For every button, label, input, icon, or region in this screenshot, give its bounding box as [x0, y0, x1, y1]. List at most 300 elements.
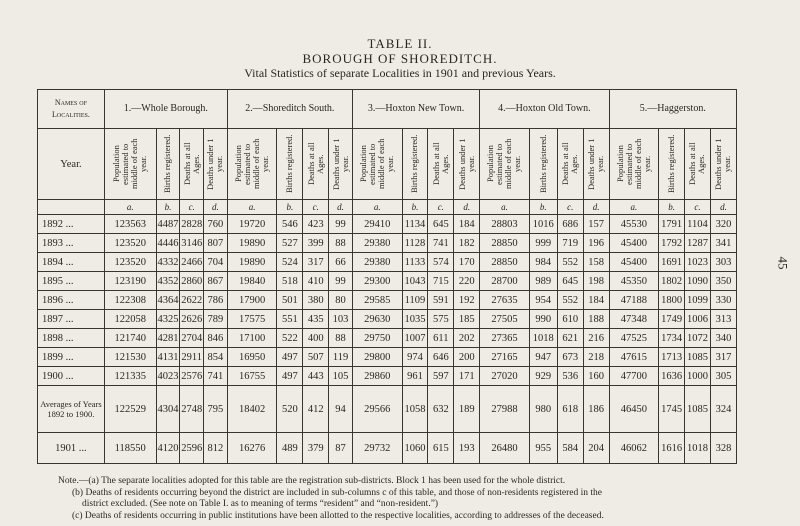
- group-header-haggerston: 5.—Haggerston.: [609, 90, 736, 129]
- table-cell: 45400: [609, 234, 659, 253]
- subcol-header: [227, 129, 277, 200]
- table-cell: 646: [428, 348, 454, 367]
- table-row: [38, 348, 737, 367]
- table-cell: 17100: [227, 329, 277, 348]
- table-cell: 4304: [156, 386, 180, 433]
- table-cell: 196: [583, 234, 609, 253]
- subcol-header-text: Deaths under 1 year.: [205, 138, 225, 190]
- table-cell: 867: [204, 272, 228, 291]
- table-cell: 185: [454, 310, 480, 329]
- table-cell: 399: [303, 234, 329, 253]
- table-cell: 29300: [352, 272, 402, 291]
- letters-blank: [38, 200, 105, 215]
- table-cell: 171: [454, 367, 480, 386]
- subcol-header-text: Deaths at all Ages.: [305, 142, 325, 186]
- table-cell: 29630: [352, 310, 402, 329]
- table-cell: 200: [454, 348, 480, 367]
- table-cell: 99: [329, 215, 353, 234]
- table-notes: [58, 476, 788, 522]
- table-cell: 591: [428, 291, 454, 310]
- table-cell: 507: [303, 348, 329, 367]
- group-header-hoxton-old-town: 4.—Hoxton Old Town.: [480, 90, 609, 129]
- table-row: [38, 367, 737, 386]
- subcol-header: [685, 129, 711, 200]
- table-cell: 615: [428, 433, 454, 464]
- table-cell: 324: [710, 386, 736, 433]
- table-cell: 47700: [609, 367, 659, 386]
- table-cell: 524: [277, 253, 303, 272]
- table-cell: 1133: [402, 253, 428, 272]
- subcol-letter: b.: [659, 200, 685, 215]
- table-cell: 1035: [402, 310, 428, 329]
- table-cell: 350: [710, 272, 736, 291]
- table-row: [38, 234, 737, 253]
- table-cell: 29380: [352, 234, 402, 253]
- table-cell: 1734: [659, 329, 685, 348]
- table-cell: 29800: [352, 348, 402, 367]
- table-cell: 1023: [685, 253, 711, 272]
- subcol-letter: c.: [303, 200, 329, 215]
- table-cell: 189: [454, 386, 480, 433]
- subcol-header-text: Deaths at all Ages.: [560, 142, 580, 186]
- table-cell: 341: [710, 234, 736, 253]
- table-cell: 1691: [659, 253, 685, 272]
- subcol-header: [529, 129, 557, 200]
- table-cell: 1099: [685, 291, 711, 310]
- table-cell: 611: [428, 329, 454, 348]
- table-cell: 1007: [402, 329, 428, 348]
- table-cell: 990: [529, 310, 557, 329]
- subcol-letter: c.: [557, 200, 583, 215]
- subcol-header-text: Population estimated to middle of each year.: [614, 138, 652, 190]
- table-cell: 518: [277, 272, 303, 291]
- table-cell: 786: [204, 291, 228, 310]
- table-cell: 645: [557, 272, 583, 291]
- subcol-header-text: Population estimated to middle of each year.: [358, 138, 396, 190]
- table-cell: 123520: [104, 253, 156, 272]
- table-cell: 122308: [104, 291, 156, 310]
- table-cell: 1043: [402, 272, 428, 291]
- subcol-header: [609, 129, 659, 200]
- subcol-header-text: Population estimated to middle of each year.: [485, 138, 523, 190]
- subcol-header: [659, 129, 685, 200]
- table-cell: 1800: [659, 291, 685, 310]
- table-cell: 610: [557, 310, 583, 329]
- table-cell: 157: [583, 215, 609, 234]
- table-cell: 2576: [180, 367, 204, 386]
- subcol-header: [204, 129, 228, 200]
- table-cell: 27505: [480, 310, 530, 329]
- subcol-letter: b.: [402, 200, 428, 215]
- subcol-header-text: Population estimated to middle of each year.: [111, 138, 149, 190]
- subcol-header: [329, 129, 353, 200]
- table-cell: 29566: [352, 386, 402, 433]
- table-cell: 597: [428, 367, 454, 386]
- row-label: 1895 ...: [38, 272, 105, 291]
- table-cell: 1090: [685, 272, 711, 291]
- table-cell: 4352: [156, 272, 180, 291]
- subcol-letter: c.: [685, 200, 711, 215]
- table-cell: 575: [428, 310, 454, 329]
- subcol-header: [303, 129, 329, 200]
- table-cell: 1616: [659, 433, 685, 464]
- subcol-header-text: Births registered.: [537, 134, 548, 194]
- subcol-letter: c.: [180, 200, 204, 215]
- group-header-whole-borough: 1.—Whole Borough.: [104, 90, 227, 129]
- table-cell: 16755: [227, 367, 277, 386]
- table-cell: 1792: [659, 234, 685, 253]
- table-cell: 489: [277, 433, 303, 464]
- table-cell: 182: [454, 234, 480, 253]
- table-cell: 1134: [402, 215, 428, 234]
- table-cell: 66: [329, 253, 353, 272]
- table-cell: 122058: [104, 310, 156, 329]
- table-cell: 123520: [104, 234, 156, 253]
- table-row: [38, 433, 737, 464]
- table-cell: 27165: [480, 348, 530, 367]
- table-cell: 497: [277, 348, 303, 367]
- row-label: 1892 ...: [38, 215, 105, 234]
- table-cell: 184: [583, 291, 609, 310]
- table-cell: 118550: [104, 433, 156, 464]
- table-cell: 19840: [227, 272, 277, 291]
- table-cell: 4332: [156, 253, 180, 272]
- table-cell: 45530: [609, 215, 659, 234]
- table-cell: 400: [303, 329, 329, 348]
- table-cell: 954: [529, 291, 557, 310]
- table-cell: 188: [583, 310, 609, 329]
- subcol-header: [480, 129, 530, 200]
- subcol-header-text: Deaths at all Ages.: [430, 142, 450, 186]
- table-cell: 955: [529, 433, 557, 464]
- table-number: TABLE II.: [367, 36, 433, 51]
- table-cell: 29750: [352, 329, 402, 348]
- table-cell: 47348: [609, 310, 659, 329]
- row-label: 1900 ...: [38, 367, 105, 386]
- table-row: [38, 329, 737, 348]
- table-cell: 435: [303, 310, 329, 329]
- table-row: [38, 253, 737, 272]
- subcol-header-text: Deaths under 1 year.: [713, 138, 733, 190]
- table-cell: 379: [303, 433, 329, 464]
- table-cell: 170: [454, 253, 480, 272]
- table-cell: 3146: [180, 234, 204, 253]
- table-cell: 947: [529, 348, 557, 367]
- table-cell: 121530: [104, 348, 156, 367]
- table-cell: 760: [204, 215, 228, 234]
- table-cell: 305: [710, 367, 736, 386]
- subcol-header: [104, 129, 156, 200]
- table-cell: 28850: [480, 234, 530, 253]
- note-a: Note.—(a) The separate localities adopted for this table are the registration sub-districts. Block 1 has been used for the whole district.: [58, 476, 566, 486]
- table-cell: 1749: [659, 310, 685, 329]
- table-cell: 1018: [685, 433, 711, 464]
- table-cell: 961: [402, 367, 428, 386]
- table-cell: 87: [329, 433, 353, 464]
- page-number: 45: [775, 256, 791, 270]
- table-cell: 105: [329, 367, 353, 386]
- table-cell: 846: [204, 329, 228, 348]
- table-cell: 193: [454, 433, 480, 464]
- table-cell: 1058: [402, 386, 428, 433]
- table-cell: 4023: [156, 367, 180, 386]
- table-cell: 1128: [402, 234, 428, 253]
- table-cell: 26480: [480, 433, 530, 464]
- row-label: 1894 ...: [38, 253, 105, 272]
- subcol-header-text: Deaths under 1 year.: [586, 138, 606, 190]
- subcol-letter: c.: [428, 200, 454, 215]
- table-cell: 1713: [659, 348, 685, 367]
- table-cell: 158: [583, 253, 609, 272]
- subcol-letter: d.: [710, 200, 736, 215]
- table-cell: 715: [428, 272, 454, 291]
- table-cell: 160: [583, 367, 609, 386]
- group-header-shoreditch-south: 2.—Shoreditch South.: [227, 90, 352, 129]
- table-cell: 47188: [609, 291, 659, 310]
- note-c: (c) Deaths of residents occurring in public institutions have been allotted to the respective localities, according to addresses of the deceased.: [72, 510, 604, 521]
- table-cell: 380: [303, 291, 329, 310]
- table-cell: 88: [329, 329, 353, 348]
- subcol-header: [710, 129, 736, 200]
- table-cell: 16276: [227, 433, 277, 464]
- table-cell: 119: [329, 348, 353, 367]
- table-cell: 17900: [227, 291, 277, 310]
- table-cell: 1072: [685, 329, 711, 348]
- table-cell: 2748: [180, 386, 204, 433]
- table-cell: 2466: [180, 253, 204, 272]
- borough-title: BOROUGH OF SHOREDITCH.: [302, 51, 498, 66]
- table-row: [38, 291, 737, 310]
- table-cell: 29585: [352, 291, 402, 310]
- table-cell: 989: [529, 272, 557, 291]
- table-cell: 584: [557, 433, 583, 464]
- table-cell: 46062: [609, 433, 659, 464]
- table-cell: 340: [710, 329, 736, 348]
- table-cell: 103: [329, 310, 353, 329]
- subcol-header: [583, 129, 609, 200]
- year-header: Year.: [38, 129, 105, 200]
- vital-statistics-table: [37, 89, 737, 464]
- table-cell: 812: [204, 433, 228, 464]
- table-cell: 16950: [227, 348, 277, 367]
- table-cell: 1287: [685, 234, 711, 253]
- table-cell: 330: [710, 291, 736, 310]
- table-cell: 198: [583, 272, 609, 291]
- table-cell: 412: [303, 386, 329, 433]
- table-cell: 1745: [659, 386, 685, 433]
- table-cell: 28850: [480, 253, 530, 272]
- table-cell: 632: [428, 386, 454, 433]
- table-cell: 27988: [480, 386, 530, 433]
- table-cell: 204: [583, 433, 609, 464]
- table-cell: 980: [529, 386, 557, 433]
- table-cell: 2704: [180, 329, 204, 348]
- table-cell: 984: [529, 253, 557, 272]
- table-cell: 497: [277, 367, 303, 386]
- table-cell: 1016: [529, 215, 557, 234]
- table-cell: 4120: [156, 433, 180, 464]
- subcol-letter: b.: [529, 200, 557, 215]
- table-cell: 29380: [352, 253, 402, 272]
- table-cell: 27365: [480, 329, 530, 348]
- subcol-header-text: Births registered.: [162, 134, 173, 194]
- table-cell: 45350: [609, 272, 659, 291]
- table-cell: 795: [204, 386, 228, 433]
- row-label: 1896 ...: [38, 291, 105, 310]
- table-cell: 27020: [480, 367, 530, 386]
- table-cell: 202: [454, 329, 480, 348]
- table-cell: 47615: [609, 348, 659, 367]
- table-cell: 552: [557, 253, 583, 272]
- subcol-header-text: Population estimated to middle of each year.: [233, 138, 271, 190]
- table-cell: 121335: [104, 367, 156, 386]
- table-cell: 1085: [685, 348, 711, 367]
- table-cell: 184: [454, 215, 480, 234]
- table-cell: 522: [277, 329, 303, 348]
- group-header-hoxton-new-town: 3.—Hoxton New Town.: [352, 90, 479, 129]
- table-cell: 121740: [104, 329, 156, 348]
- subcol-header-text: Births registered.: [666, 134, 677, 194]
- table-cell: 2622: [180, 291, 204, 310]
- table-cell: 1802: [659, 272, 685, 291]
- table-cell: 2626: [180, 310, 204, 329]
- table-cell: 546: [277, 215, 303, 234]
- table-cell: 686: [557, 215, 583, 234]
- table-cell: 1104: [685, 215, 711, 234]
- subcol-header: [454, 129, 480, 200]
- table-cell: 123563: [104, 215, 156, 234]
- table-cell: 1000: [685, 367, 711, 386]
- table-row: [38, 310, 737, 329]
- note-b-line1: (b) Deaths of residents occurring beyond the district are included in sub-columns c of this table, and those of non-residents registered in the: [72, 487, 603, 498]
- table-cell: 551: [277, 310, 303, 329]
- table-cell: 19720: [227, 215, 277, 234]
- subcol-header-text: Births registered.: [409, 134, 420, 194]
- subcol-letter: b.: [156, 200, 180, 215]
- table-cell: 192: [454, 291, 480, 310]
- names-of-localities-header: Names of Localities.: [38, 90, 105, 129]
- subcol-header: [156, 129, 180, 200]
- table-cell: 1060: [402, 433, 428, 464]
- table-cell: 19890: [227, 253, 277, 272]
- table-cell: 80: [329, 291, 353, 310]
- note-b-line2: district excluded. (See note on Table I. as to meaning of terms “resident” and “non-resident.”): [82, 499, 439, 509]
- table-cell: 621: [557, 329, 583, 348]
- subcol-header-text: Deaths at all Ages.: [687, 142, 707, 186]
- table-cell: 552: [557, 291, 583, 310]
- table-cell: 186: [583, 386, 609, 433]
- table-cell: 807: [204, 234, 228, 253]
- subcol-letter: d.: [204, 200, 228, 215]
- subcol-letter: a.: [352, 200, 402, 215]
- table-cell: 4281: [156, 329, 180, 348]
- table-cell: 317: [710, 348, 736, 367]
- table-cell: 974: [402, 348, 428, 367]
- table-cell: 18402: [227, 386, 277, 433]
- table-cell: 88: [329, 234, 353, 253]
- subcol-letter: a.: [480, 200, 530, 215]
- table-cell: 410: [303, 272, 329, 291]
- table-cell: 29410: [352, 215, 402, 234]
- table-cell: 1085: [685, 386, 711, 433]
- table-cell: 99: [329, 272, 353, 291]
- subcol-header-text: Deaths at all Ages.: [181, 142, 201, 186]
- subcol-header: [557, 129, 583, 200]
- subcol-header: [352, 129, 402, 200]
- row-label: 1899 ...: [38, 348, 105, 367]
- table-cell: 4131: [156, 348, 180, 367]
- table-cell: 45400: [609, 253, 659, 272]
- subcol-letter: a.: [104, 200, 156, 215]
- subcol-header-text: Deaths under 1 year.: [456, 138, 476, 190]
- table-cell: 4446: [156, 234, 180, 253]
- table-cell: 741: [428, 234, 454, 253]
- subcol-header: [277, 129, 303, 200]
- table-cell: 218: [583, 348, 609, 367]
- table-cell: 1636: [659, 367, 685, 386]
- table-cell: 719: [557, 234, 583, 253]
- table-cell: 1018: [529, 329, 557, 348]
- subcol-letter: d.: [583, 200, 609, 215]
- table-cell: 618: [557, 386, 583, 433]
- subcol-header-text: Births registered.: [284, 134, 295, 194]
- table-cell: 527: [277, 234, 303, 253]
- table-cell: 443: [303, 367, 329, 386]
- subcol-header: [428, 129, 454, 200]
- table-cell: 789: [204, 310, 228, 329]
- table-row: [38, 386, 737, 433]
- table-cell: 317: [303, 253, 329, 272]
- table-cell: 704: [204, 253, 228, 272]
- row-label: 1893 ...: [38, 234, 105, 253]
- table-cell: 1006: [685, 310, 711, 329]
- table-cell: 123190: [104, 272, 156, 291]
- table-cell: 28803: [480, 215, 530, 234]
- table-cell: 929: [529, 367, 557, 386]
- table-cell: 741: [204, 367, 228, 386]
- row-label: 1901 ...: [38, 433, 105, 464]
- subcol-letter: d.: [329, 200, 353, 215]
- table-cell: 423: [303, 215, 329, 234]
- table-cell: 122529: [104, 386, 156, 433]
- table-cell: 1109: [402, 291, 428, 310]
- table-cell: 520: [277, 386, 303, 433]
- row-label: Averages of Years 1892 to 1900.: [38, 386, 105, 433]
- table-cell: 501: [277, 291, 303, 310]
- table-cell: 27635: [480, 291, 530, 310]
- table-cell: 2911: [180, 348, 204, 367]
- table-cell: 328: [710, 433, 736, 464]
- row-label: 1897 ...: [38, 310, 105, 329]
- table-cell: 1791: [659, 215, 685, 234]
- table-row: [38, 272, 737, 291]
- table-cell: 4364: [156, 291, 180, 310]
- subcol-letter: d.: [454, 200, 480, 215]
- table-cell: 94: [329, 386, 353, 433]
- table-cell: 17575: [227, 310, 277, 329]
- table-cell: 574: [428, 253, 454, 272]
- table-cell: 28700: [480, 272, 530, 291]
- subcol-header: [180, 129, 204, 200]
- subcol-header-text: Deaths under 1 year.: [330, 138, 350, 190]
- table-cell: 29860: [352, 367, 402, 386]
- subcol-letter: a.: [227, 200, 277, 215]
- table-cell: 320: [710, 215, 736, 234]
- row-label: 1898 ...: [38, 329, 105, 348]
- table-cell: 220: [454, 272, 480, 291]
- table-cell: 4325: [156, 310, 180, 329]
- table-cell: 536: [557, 367, 583, 386]
